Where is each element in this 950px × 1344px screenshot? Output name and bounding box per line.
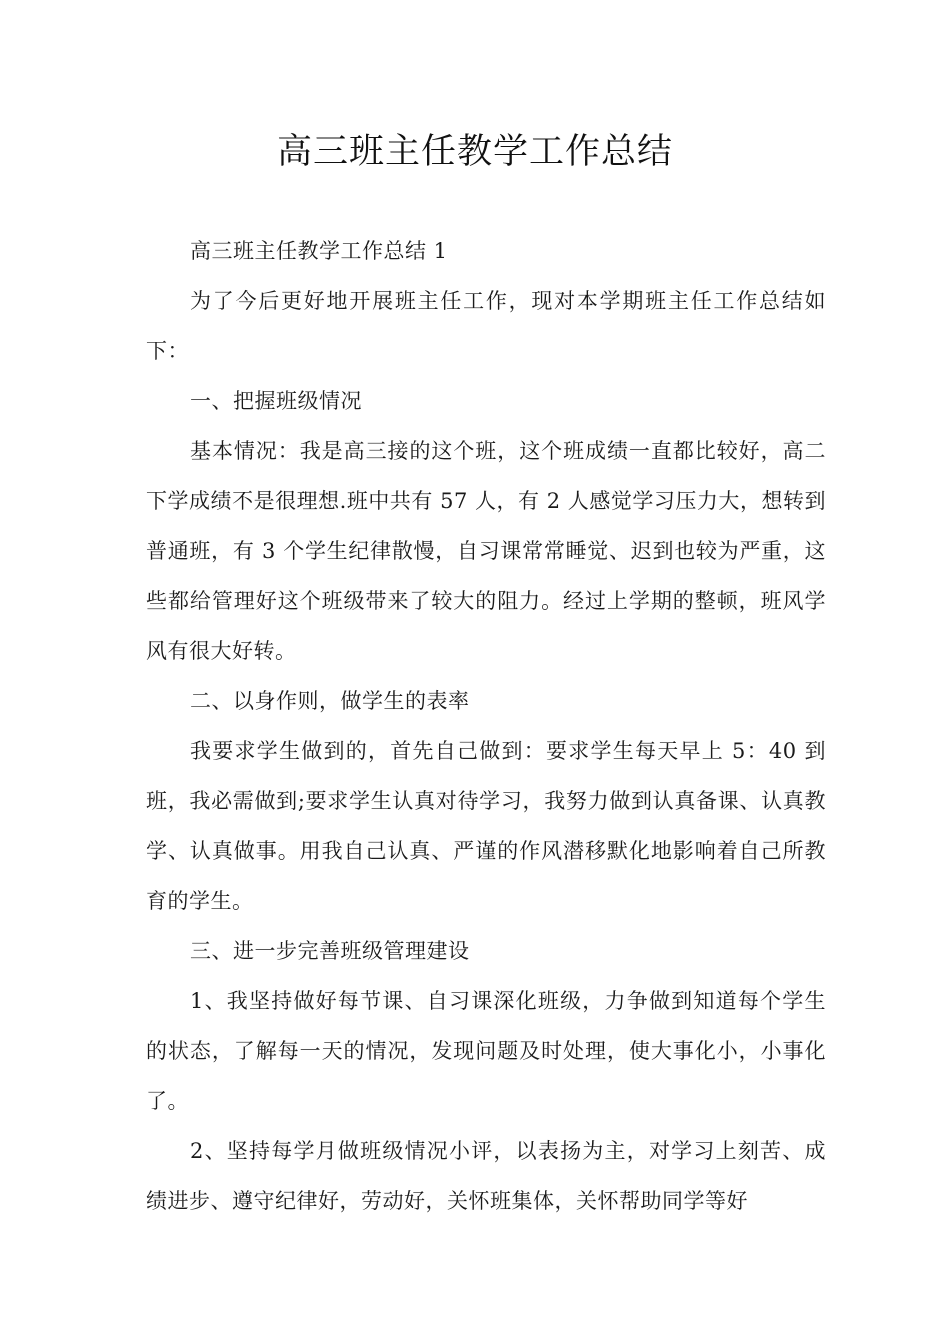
section-heading-2: 二、以身作则，做学生的表率: [190, 689, 470, 713]
paragraph-heading-1: 高三班主任教学工作总结 1: [190, 239, 448, 263]
section-heading-1: 一、把握班级情况: [190, 389, 362, 413]
paragraph-basic-situation: 基本情况：我是高三接的这个班，这个班成绩一直都比较好，高二下学成绩不是很理想.班中共有 57 人，有 2 人感觉学习压力大，想转到普通班，有 3 个学生纪律散慢，自习课常常睡觉、迟到也较为严重，这些都给管理好这个班级带来了较大的阻力。经过上学期的整顿，班风学风有很大好转。: [146, 439, 826, 663]
document-body: [146, 226, 826, 1226]
document-title: 高三班主任教学工作总结: [276, 132, 673, 172]
paragraph-item-1: 1、我坚持做好每节课、自习课深化班级，力争做到知道每个学生的状态，了解每一天的情况，发现问题及时处理，使大事化小，小事化了。: [146, 989, 826, 1113]
paragraph-intro: 为了今后更好地开展班主任工作，现对本学期班主任工作总结如下：: [146, 289, 826, 363]
paragraph-item-2: 2、坚持每学月做班级情况小评，以表扬为主，对学习上刻苦、成绩进步、遵守纪律好，劳动好，关怀班集体，关怀帮助同学等好: [146, 1139, 826, 1213]
section-heading-3: 三、进一步完善班级管理建设: [190, 939, 470, 963]
paragraph-lead-by-example: 我要求学生做到的，首先自己做到：要求学生每天早上 5：40 到班，我必需做到;要求学生认真对待学习，我努力做到认真备课、认真教学、认真做事。用我自己认真、严谨的作风潜移默化地影响着自己所教育的学生。: [146, 739, 826, 913]
